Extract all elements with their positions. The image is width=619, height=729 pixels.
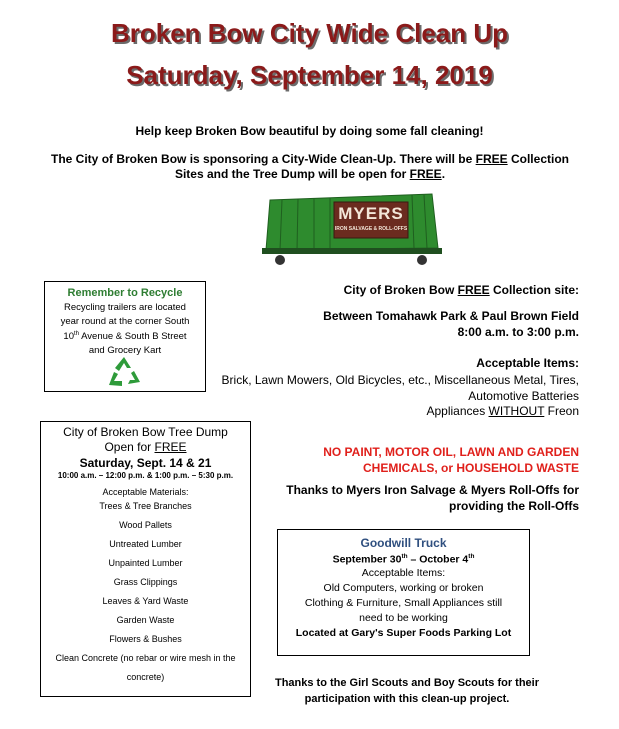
collection-location: Between Tomahawk Park & Paul Brown Field 8:00 a.m. to 3:00 p.m. [323,309,579,339]
thanks-scouts: Thanks to the Girl Scouts and Boy Scouts for their participation with this clean-up project. [274,677,540,705]
material-item: Unpainted Lumber [108,558,183,568]
collection-heading: City of Broken Bow FREE Collection site: [343,283,579,297]
material-item: Flowers & Bushes [109,634,182,644]
recycle-icon [107,356,141,388]
dumpster-logo-main: MYERS [338,204,404,223]
material-item: Grass Clippings [113,577,178,587]
material-item: Trees & Tree Branches [99,501,192,511]
material-item: Untreated Lumber [109,539,182,549]
thanks-myers: Thanks to Myers Iron Salvage & Myers Roll-Offs for providing the Roll-Offs [286,483,579,513]
recycle-text: Recycling trailers are located year round at the corner South 10th Avenue & South B Street and Grocery Kart [60,302,190,356]
materials-heading: Acceptable Materials: [102,487,189,497]
material-item: Garden Waste [116,615,175,625]
recycle-heading: Remember to Recycle [67,287,183,299]
goodwill-heading: Goodwill Truck [360,536,447,550]
material-item: Leaves & Yard Waste [102,596,189,606]
material-item: Wood Pallets [119,520,172,530]
collection-items: Brick, Lawn Mowers, Old Bicycles, etc., Miscellaneous Metal, Tires, Automotive Batteries Appliances WITHOUT Freon [221,373,579,418]
tree-dump-box [40,421,251,697]
goodwill-items: Acceptable Items: Old Computers, working or broken Clothing & Furniture, Small Appliances still need to be working [304,566,503,624]
tree-dump-hours: 10:00 a.m. – 12:00 p.m. & 1:00 p.m. – 5:30 p.m. [57,471,234,480]
dumpster-image [262,192,442,268]
material-item: Clean Concrete (no rebar or wire mesh in the [55,653,236,663]
tagline: Help keep Broken Bow beautiful by doing some fall cleaning! [135,124,484,138]
goodwill-location: Located at Gary's Super Foods Parking Lot [295,626,512,639]
tree-dump-heading: City of Broken Bow Tree Dump Open for FREE [63,425,228,454]
tree-dump-date: Saturday, Sept. 14 & 21 [79,456,212,470]
collection-items-heading: Acceptable Items: [476,356,579,370]
warning-text: NO PAINT, MOTOR OIL, LAWN AND GARDEN CHEMICALS, or HOUSEHOLD WASTE [323,445,579,475]
material-item: concrete) [126,672,165,682]
goodwill-dates: September 30th – October 4th [332,553,475,566]
sponsor-text: The City of Broken Bow is sponsoring a City-Wide Clean-Up. There will be FREE Collection Sites and the Tree Dump will be open for FREE. [51,152,569,181]
goodwill-box [277,529,530,656]
title-line-2: Saturday, September 14, 2019 [126,60,493,90]
dumpster-logo-sub: IRON SALVAGE & ROLL-OFFS [334,226,408,232]
title-line-1: Broken Bow City Wide Clean Up [110,18,509,48]
materials-list [41,497,250,687]
